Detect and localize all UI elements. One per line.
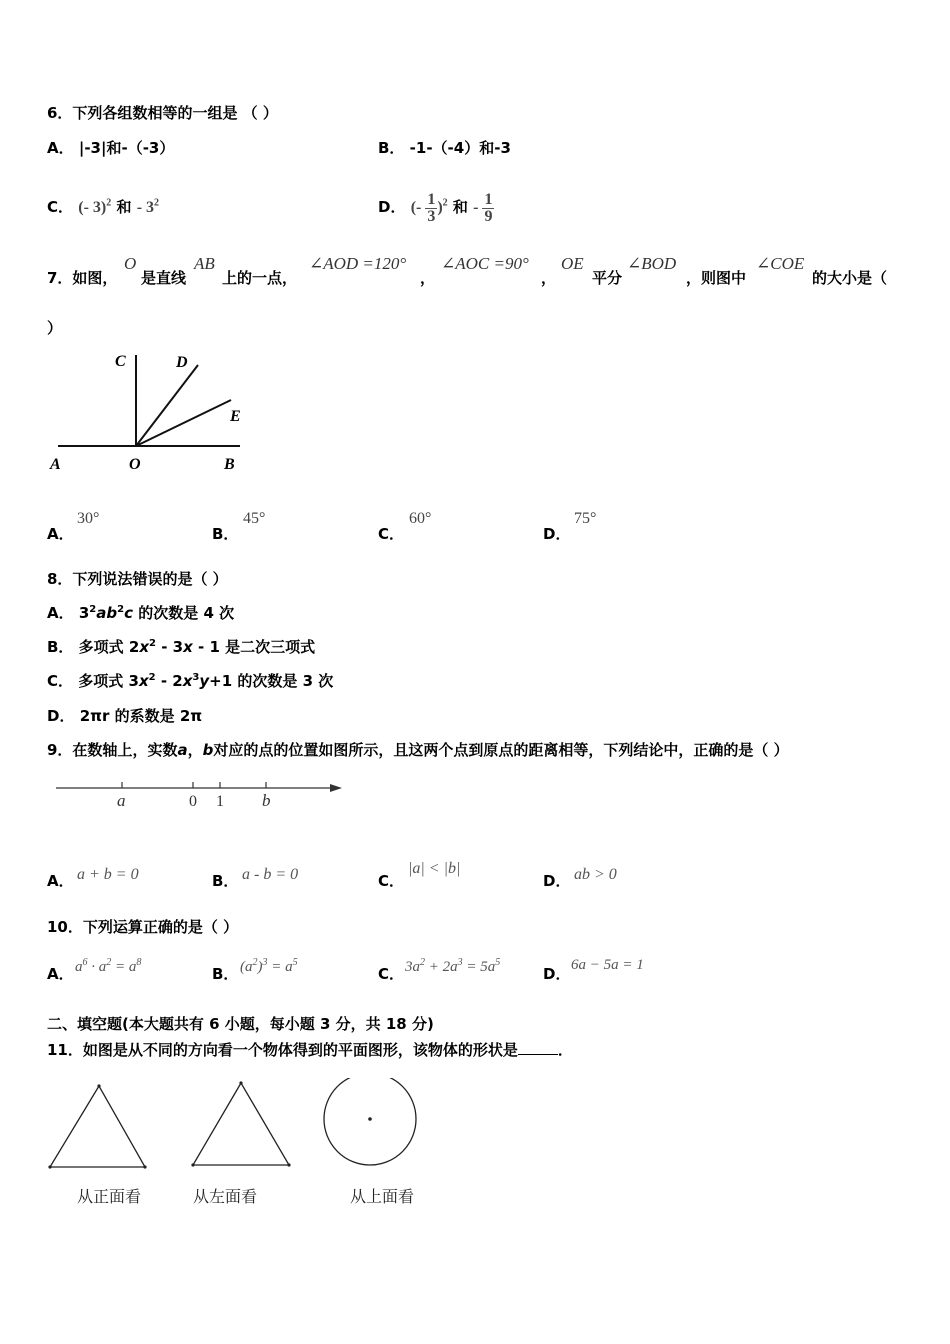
- q7-close-paren: ）: [47, 319, 63, 337]
- q9-option-c-letter: C．: [378, 872, 405, 890]
- label-a: A: [50, 456, 61, 473]
- q8-stem: 8．下列说法错误的是（ ）: [47, 570, 228, 588]
- axis-label-1: 1: [216, 793, 224, 810]
- q9-stem: [47, 739, 789, 760]
- q7-comma-1: ，: [420, 269, 436, 287]
- q10-option-c-letter: C．: [378, 965, 405, 983]
- left-view-triangle: [193, 1083, 289, 1165]
- q7-angle-coe: ∠COE: [756, 254, 805, 273]
- option-tail: 的次数是 4 次: [138, 604, 235, 622]
- q7-option-a-letter: A．: [47, 525, 74, 543]
- q7-option-d-value: 75°: [574, 510, 597, 527]
- q7-text-4: ，则图中: [686, 269, 747, 287]
- label-d: D: [176, 354, 188, 371]
- var-a: a: [177, 741, 188, 759]
- q10-option-d-expr: 6a − 5a = 1: [571, 957, 644, 973]
- expr-neg-third-squared: (- $\frac{1}{3}$ )$^2$: [410, 190, 448, 225]
- q11-stem-text: 11．如图是从不同的方向看一个物体得到的平面图形，该物体的形状是: [47, 1041, 518, 1059]
- q7-comma-2: ，: [541, 269, 557, 287]
- option-letter: B．: [378, 139, 405, 157]
- q6-option-b: [378, 137, 511, 158]
- q8-option-d: [47, 705, 202, 726]
- option-text: -1-（-4）和-3: [409, 139, 511, 157]
- section-2-heading: 二、填空题(本大题共有 6 小题，每小题 3 分，共 18 分): [47, 1015, 434, 1033]
- q10-option-a-expr: $a^6 \cdot a^2 = a^8$: [75, 957, 142, 975]
- option-pre: 多项式: [78, 672, 124, 690]
- label-b: B: [224, 456, 235, 473]
- option-letter: B．: [47, 638, 74, 656]
- stem-pre: 9．在数轴上，实数: [47, 741, 178, 759]
- q7-angle-bod: ∠BOD: [627, 254, 677, 273]
- option-and: 和: [116, 198, 132, 216]
- q9-option-d-value: ab > 0: [574, 866, 617, 883]
- q8-option-b: [47, 636, 315, 657]
- option-tail: 是二次三项式: [225, 638, 316, 656]
- q9-option-a-letter: A．: [47, 872, 74, 890]
- q9-number-line: [52, 775, 352, 815]
- q11-views-figure: [45, 1078, 435, 1178]
- q9-option-c-value: |a| < |b|: [408, 860, 461, 877]
- option-text: |-3|和-（-3）: [78, 139, 175, 157]
- option-and: 和: [452, 198, 468, 216]
- answer-blank[interactable]: [518, 1040, 558, 1055]
- axis-label-a: a: [117, 791, 126, 810]
- q7-angle-aoc: ∠AOC =90°: [441, 254, 529, 273]
- option-letter: A．: [47, 139, 74, 157]
- q7-option-b-value: 45°: [243, 510, 266, 527]
- option-letter: D．: [378, 198, 406, 216]
- q10-option-d-letter: D．: [543, 965, 571, 983]
- caption-front-view: 从正面看: [77, 1187, 142, 1206]
- axis-label-0: 0: [189, 793, 197, 810]
- caption-top-view: 从上面看: [350, 1187, 415, 1206]
- option-letter: C．: [47, 672, 74, 690]
- top-view-circle: [324, 1078, 416, 1165]
- q7-option-a-value: 30°: [77, 510, 100, 527]
- option-pre: 多项式: [78, 638, 124, 656]
- label-c: C: [115, 353, 126, 370]
- q7-option-b-letter: B．: [212, 525, 239, 543]
- label-e: E: [230, 408, 241, 425]
- q7-text-2: 上的一点，: [222, 269, 298, 287]
- label-o: O: [129, 456, 141, 473]
- q6-stem: 6．下列各组数相等的一组是 （ ）: [47, 104, 278, 122]
- q8-option-c: [47, 670, 333, 691]
- front-view-triangle: [50, 1086, 145, 1167]
- q11-stem: [47, 1039, 573, 1060]
- expr-minus-3-squared: - $3^2$: [136, 197, 160, 216]
- q7-option-c-letter: C．: [378, 525, 405, 543]
- option-letter: A．: [47, 604, 74, 622]
- q7-text-5: 的大小是（: [812, 269, 888, 287]
- caption-left-view: 从左面看: [193, 1187, 258, 1206]
- q9-option-b-letter: B．: [212, 872, 239, 890]
- option-letter: C．: [47, 198, 74, 216]
- q10-option-b-expr: $(a^2)^3 = a^5$: [240, 957, 298, 975]
- q9-option-d-letter: D．: [543, 872, 571, 890]
- q7-option-c-value: 60°: [409, 510, 432, 527]
- q11-stem-end: ．: [557, 1041, 573, 1059]
- q6-option-d: [378, 172, 494, 225]
- q7-text-1: 是直线: [141, 269, 187, 287]
- q7-angle-aod: ∠AOD =120°: [309, 254, 407, 273]
- expr-minus-ninth: - $\frac{1}{9}$: [473, 190, 493, 225]
- q6-option-c: [47, 196, 159, 217]
- q7-point-o: O: [124, 254, 137, 273]
- q7-text-3: 平分: [592, 269, 623, 287]
- q10-stem: 10．下列运算正确的是（ ）: [47, 918, 239, 936]
- ray-od: [136, 365, 198, 446]
- q9-option-b-value: a - b = 0: [242, 866, 299, 883]
- option-letter: D．: [47, 707, 75, 725]
- q7-option-d-letter: D．: [543, 525, 571, 543]
- option-tail: 的次数是 3 次: [237, 672, 334, 690]
- axis-label-b: b: [262, 791, 271, 810]
- stem-sep: ，: [187, 741, 203, 759]
- expr-poly-c: $3x^2 - 2x^3y+1$: [128, 672, 233, 690]
- expr-neg3-squared: (- 3)$^2$: [78, 197, 112, 216]
- expr-3sq-ab2c: $3^2ab^2c$: [78, 604, 133, 622]
- q8-option-a: [47, 602, 234, 623]
- option-text: 2πr 的系数是 2π: [79, 707, 203, 725]
- top-view-center-dot: [368, 1117, 372, 1121]
- q7-num: 7．如图，: [47, 269, 118, 287]
- stem-post: 对应的点的位置如图所示，且这两个点到原点的距离相等，下列结论中，正确的是（ ）: [213, 741, 789, 759]
- q7-ray-oe: OE: [561, 254, 584, 273]
- q6-option-a: [47, 137, 174, 158]
- q10-option-a-letter: A．: [47, 965, 74, 983]
- q9-option-a-value: a + b = 0: [77, 866, 139, 883]
- var-b: b: [202, 741, 214, 759]
- q7-angle-figure: [48, 345, 248, 475]
- expr-poly-b: $2x^2 - 3x - 1$: [128, 638, 220, 656]
- ray-oe: [136, 400, 231, 446]
- axis-arrow: [330, 784, 342, 792]
- q7-line-ab: AB: [194, 254, 215, 273]
- q10-option-c-expr: $3a^2 + 2a^3 = 5a^5$: [405, 957, 501, 975]
- q10-option-b-letter: B．: [212, 965, 239, 983]
